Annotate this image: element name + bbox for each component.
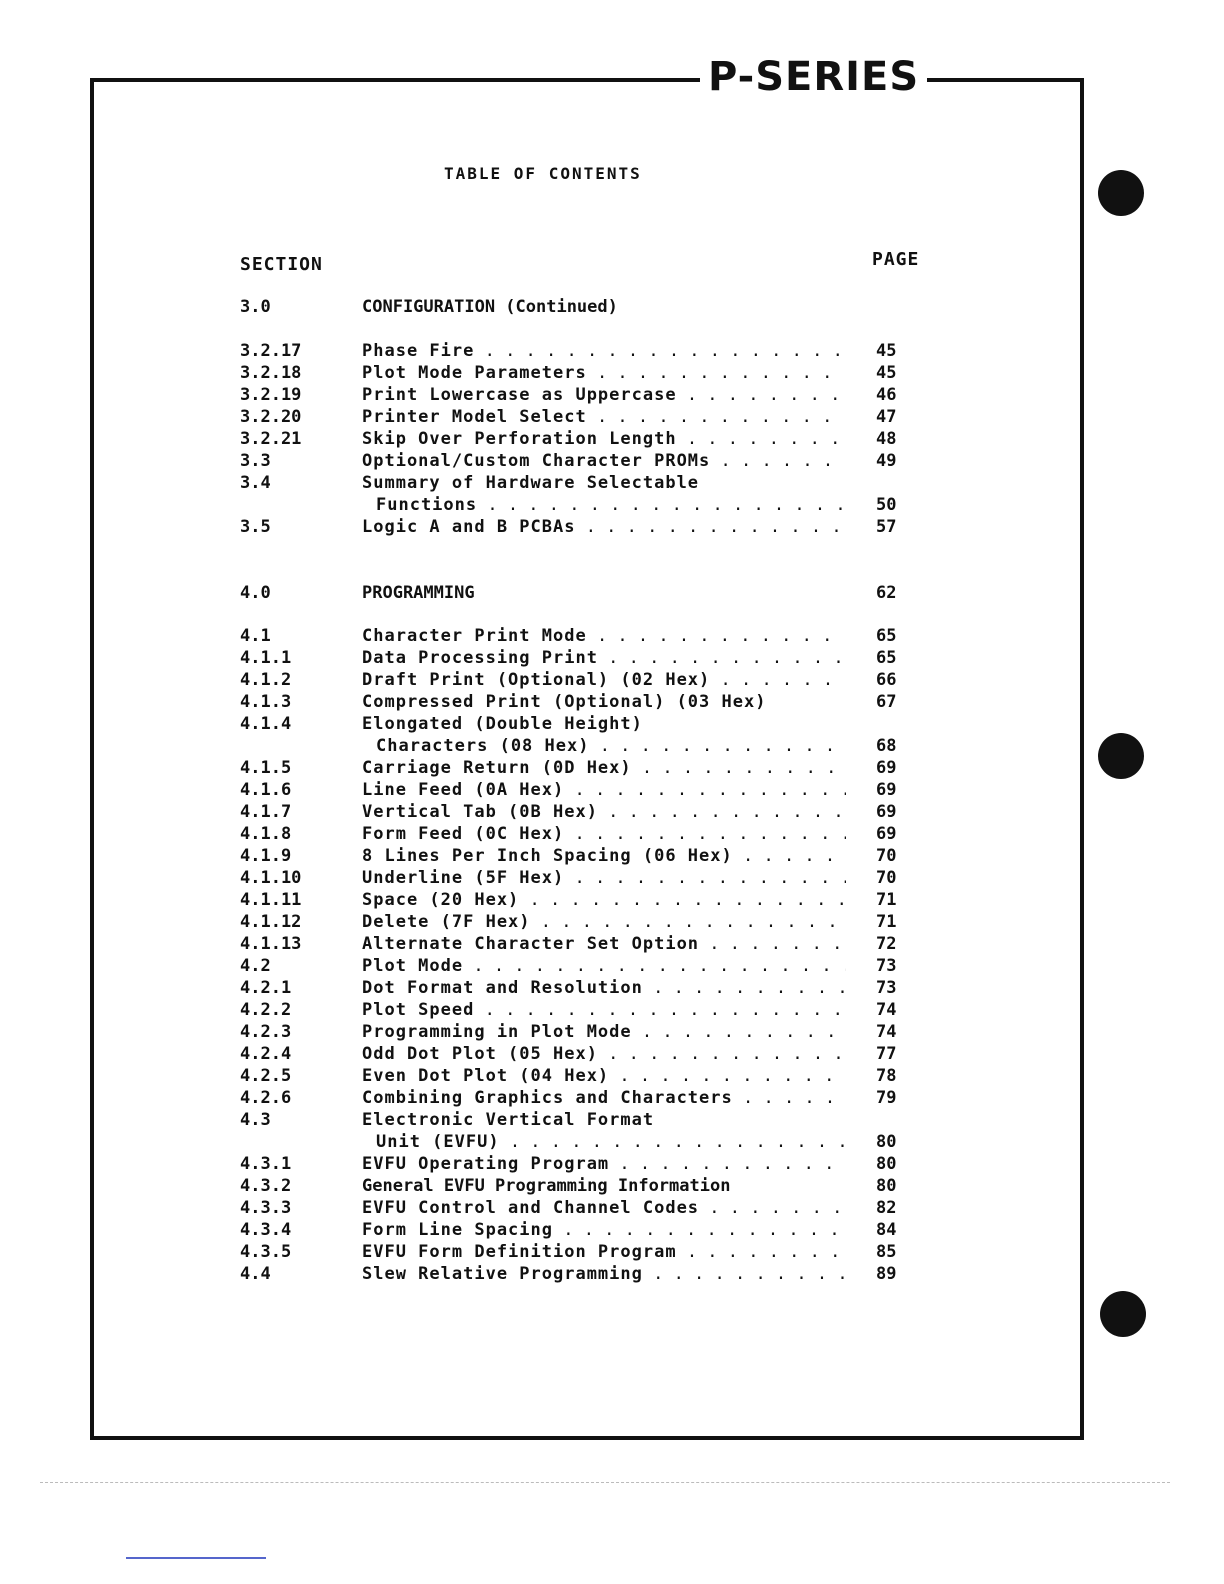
section-number: 4.3.4: [240, 1220, 292, 1240]
toc-entry: [240, 362, 930, 384]
section-number: 4.1.2: [240, 670, 292, 690]
page-number: 70: [876, 868, 897, 888]
section-title: General EVFU Programming Information: [362, 1176, 731, 1196]
section-title: Carriage Return (0D Hex) . . .: [362, 757, 846, 779]
section-number: 4.1: [240, 626, 271, 646]
toc-entry: [240, 1263, 930, 1285]
page-number: 45: [876, 363, 897, 383]
section-number: 4.2.1: [240, 978, 292, 998]
section-title: Functions . . .: [376, 494, 846, 516]
section-title: EVFU Form Definition Program . . .: [362, 1241, 846, 1263]
binder-hole-bottom: [1100, 1291, 1146, 1337]
section-number: 4.1.10: [240, 868, 302, 888]
page-number: 57: [876, 517, 897, 537]
page-number: 46: [876, 385, 897, 405]
section-number: 4.3.1: [240, 1154, 292, 1174]
page-number: 82: [876, 1198, 897, 1218]
page-number: 69: [876, 780, 897, 800]
section-number: 3.2.18: [240, 363, 302, 383]
page-number: 65: [876, 626, 897, 646]
toc-entry: [240, 933, 930, 955]
toc-entry: [240, 1021, 930, 1043]
section-title: EVFU Operating Program . . .: [362, 1153, 846, 1175]
section-title: Slew Relative Programming . . .: [362, 1263, 846, 1285]
toc-entry: [240, 625, 930, 647]
page-number: 78: [876, 1066, 897, 1086]
page-number: 71: [876, 912, 897, 932]
section-number: 4.3.5: [240, 1242, 292, 1262]
section-title: CONFIGURATION (Continued): [362, 297, 618, 317]
section-title: Dot Format and Resolution . . .: [362, 977, 846, 999]
toc-entry: [240, 955, 930, 977]
section-number: 4.0: [240, 583, 271, 603]
toc-entry-continuation: [240, 735, 930, 757]
section-title: Skip Over Perforation Length . . .: [362, 428, 846, 450]
section-number: 4.2.5: [240, 1066, 292, 1086]
footer-rule: [126, 1557, 266, 1559]
toc-entry: [240, 801, 930, 823]
page-number: 85: [876, 1242, 897, 1262]
toc-entry: [240, 977, 930, 999]
page-number: 66: [876, 670, 897, 690]
section-title: Alternate Character Set Option . . .: [362, 933, 846, 955]
toc-entry: [240, 823, 930, 845]
page-number: 71: [876, 890, 897, 910]
section-title: Odd Dot Plot (05 Hex) . . .: [362, 1043, 846, 1065]
toc-entry: [240, 889, 930, 911]
section-title: Characters (08 Hex) . . .: [376, 735, 846, 757]
scan-artifact-line: [40, 1482, 1170, 1483]
page-number: 68: [876, 736, 897, 756]
toc-entry: [240, 1087, 930, 1109]
section-title: Delete (7F Hex) . . .: [362, 911, 846, 933]
toc-entry: [240, 384, 930, 406]
section-title: Compressed Print (Optional) (03 Hex): [362, 692, 767, 712]
section-number: 3.2.17: [240, 341, 302, 361]
toc-entry: [240, 472, 930, 494]
page-number: 73: [876, 978, 897, 998]
page-number: 50: [876, 495, 897, 515]
toc-entry-continuation: [240, 1131, 930, 1153]
toc-entry: [240, 669, 930, 691]
section-number: 3.2.19: [240, 385, 302, 405]
section-title: Line Feed (0A Hex) . . .: [362, 779, 846, 801]
toc-entry: [240, 1197, 930, 1219]
section-title: 8 Lines Per Inch Spacing (06 Hex) . . .: [362, 845, 846, 867]
section-number: 3.5: [240, 517, 271, 537]
toc-entry: [240, 999, 930, 1021]
section-number: 4.1.8: [240, 824, 292, 844]
toc-entry: [240, 1219, 930, 1241]
page-number: 65: [876, 648, 897, 668]
toc-entry: [240, 340, 930, 362]
section-number: 3.4: [240, 473, 271, 493]
toc-entry: [240, 911, 930, 933]
section-number: 4.1.1: [240, 648, 292, 668]
page-number: 48: [876, 429, 897, 449]
toc-title: TABLE OF CONTENTS: [444, 164, 642, 183]
toc-entry: [240, 691, 930, 713]
toc-entry: [240, 867, 930, 889]
section-title: Optional/Custom Character PROMs . . .: [362, 450, 846, 472]
section-title: Form Feed (0C Hex) . . .: [362, 823, 846, 845]
section-title: Print Lowercase as Uppercase . . .: [362, 384, 846, 406]
section-title: Plot Mode . . .: [362, 955, 846, 977]
toc-entry: [240, 757, 930, 779]
section-title: Logic A and B PCBAs . . .: [362, 516, 846, 538]
section-title: Printer Model Select . . .: [362, 406, 846, 428]
section-title: Electronic Vertical Format: [362, 1110, 655, 1130]
page-number: 84: [876, 1220, 897, 1240]
section-number: 3.0: [240, 297, 271, 317]
section-number: 4.1.12: [240, 912, 302, 932]
section-title: Underline (5F Hex) . . .: [362, 867, 846, 889]
section-number: 3.2.20: [240, 407, 302, 427]
section-number: 3.2.21: [240, 429, 302, 449]
page-number: 80: [876, 1154, 897, 1174]
page-number: 69: [876, 824, 897, 844]
toc-entry: [240, 1065, 930, 1087]
section-number: 4.1.6: [240, 780, 292, 800]
page-number: 89: [876, 1264, 897, 1284]
section-title: Character Print Mode . . .: [362, 625, 846, 647]
toc-entry: [240, 406, 930, 428]
section-number: 4.1.7: [240, 802, 292, 822]
page-number: 80: [876, 1132, 897, 1152]
section-number: 4.2: [240, 956, 271, 976]
toc-entry: [240, 582, 930, 604]
section-title: Draft Print (Optional) (02 Hex) . . .: [362, 669, 846, 691]
section-number: 4.2.4: [240, 1044, 292, 1064]
section-title: Summary of Hardware Selectable: [362, 473, 700, 493]
section-title: Even Dot Plot (04 Hex) . . .: [362, 1065, 846, 1087]
page-number: 69: [876, 758, 897, 778]
binder-hole-top: [1098, 170, 1144, 216]
toc-entry: [240, 647, 930, 669]
section-title: Elongated (Double Height): [362, 714, 643, 734]
section-number: 4.2.3: [240, 1022, 292, 1042]
toc-entry: [240, 1175, 930, 1197]
page-number: 69: [876, 802, 897, 822]
toc-entry: [240, 779, 930, 801]
section-number: 4.2.2: [240, 1000, 292, 1020]
section-column-header: SECTION: [240, 254, 323, 275]
section-number: 4.1.9: [240, 846, 292, 866]
section-number: 3.3: [240, 451, 271, 471]
toc-entry: [240, 1109, 930, 1131]
page-number: 80: [876, 1176, 897, 1196]
section-number: 4.1.13: [240, 934, 302, 954]
section-number: 4.1.5: [240, 758, 292, 778]
page-number: 70: [876, 846, 897, 866]
toc-entry-continuation: [240, 494, 930, 516]
section-number: 4.3.3: [240, 1198, 292, 1218]
page-number: 62: [876, 583, 897, 603]
section-title: Plot Mode Parameters . . .: [362, 362, 846, 384]
page-number: 74: [876, 1000, 897, 1020]
section-title: Space (20 Hex) . . .: [362, 889, 846, 911]
section-title: Programming in Plot Mode . . .: [362, 1021, 846, 1043]
toc-entry: [240, 845, 930, 867]
section-title: Phase Fire . . .: [362, 340, 846, 362]
page-number: 74: [876, 1022, 897, 1042]
page-number: 73: [876, 956, 897, 976]
toc-entry: [240, 1153, 930, 1175]
toc-entry: [240, 1241, 930, 1263]
page-number: 49: [876, 451, 897, 471]
section-number: 4.1.11: [240, 890, 302, 910]
page-number: 67: [876, 692, 897, 712]
toc-entry: [240, 1043, 930, 1065]
toc-entry: [240, 428, 930, 450]
toc-entry: [240, 296, 930, 318]
toc-entry: [240, 450, 930, 472]
section-number: 4.3: [240, 1110, 271, 1130]
brand-title: P-SERIES: [700, 52, 927, 102]
section-title: Vertical Tab (0B Hex) . . .: [362, 801, 846, 823]
binder-hole-middle: [1098, 733, 1144, 779]
section-number: 4.3.2: [240, 1176, 292, 1196]
section-number: 4.1.4: [240, 714, 292, 734]
section-number: 4.2.6: [240, 1088, 292, 1108]
page-column-header: PAGE: [872, 249, 920, 270]
toc-entry: [240, 713, 930, 735]
section-title: Form Line Spacing . . .: [362, 1219, 846, 1241]
section-title: Plot Speed . . .: [362, 999, 846, 1021]
section-number: 4.1.3: [240, 692, 292, 712]
toc-entry: [240, 516, 930, 538]
section-title: Unit (EVFU) . . .: [376, 1131, 846, 1153]
section-title: Data Processing Print . . .: [362, 647, 846, 669]
page-number: 72: [876, 934, 897, 954]
page-number: 79: [876, 1088, 897, 1108]
section-title: EVFU Control and Channel Codes . . .: [362, 1197, 846, 1219]
section-title: Combining Graphics and Characters . . .: [362, 1087, 846, 1109]
section-title: PROGRAMMING: [362, 583, 475, 603]
page-number: 45: [876, 341, 897, 361]
section-number: 4.4: [240, 1264, 271, 1284]
page-number: 47: [876, 407, 897, 427]
page-number: 77: [876, 1044, 897, 1064]
